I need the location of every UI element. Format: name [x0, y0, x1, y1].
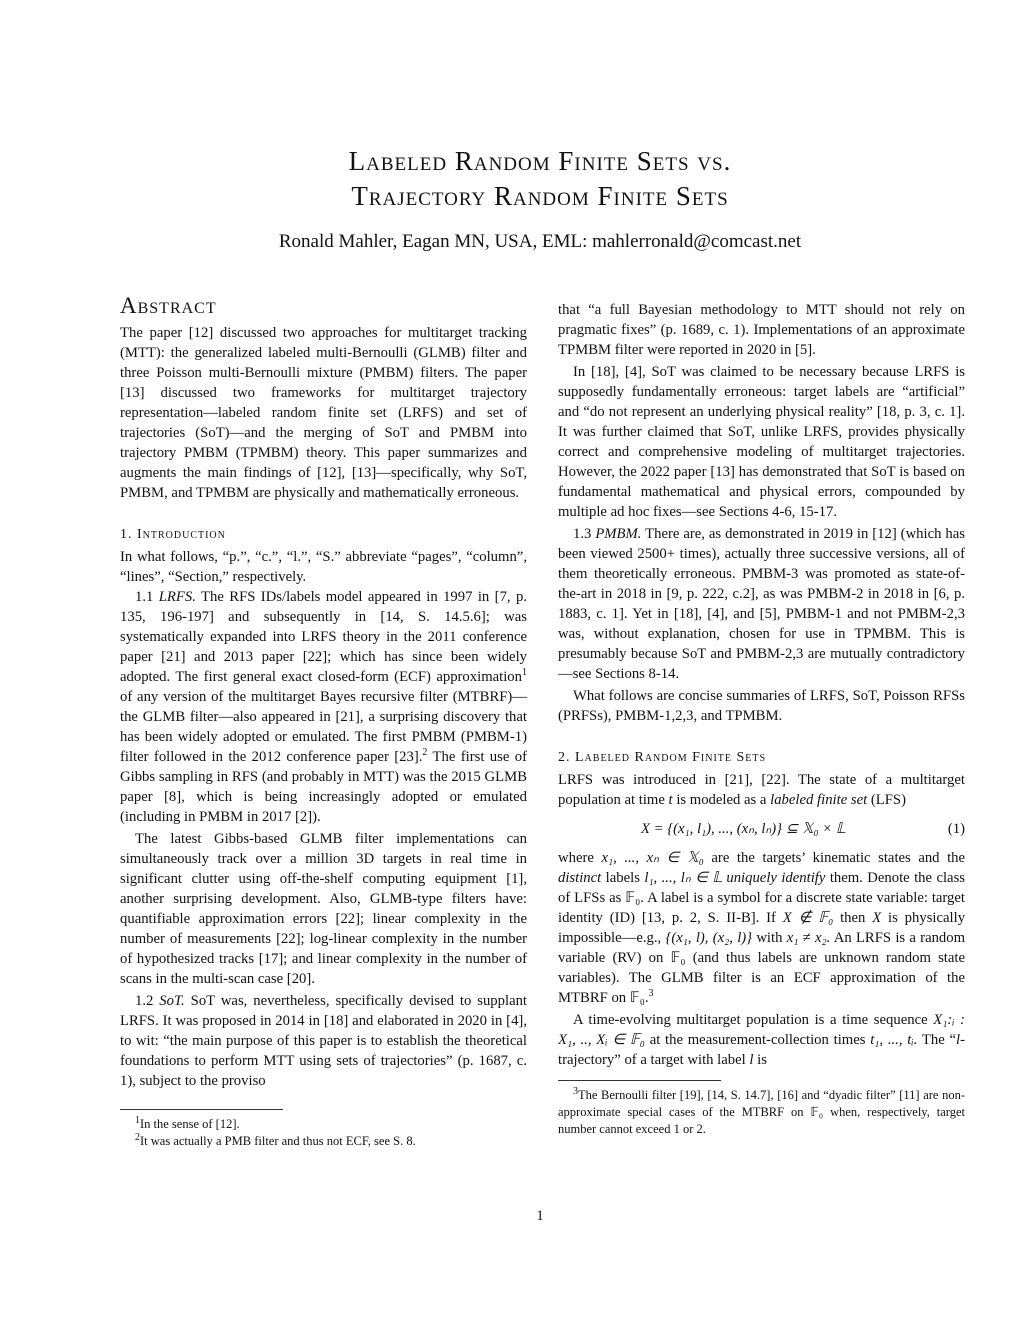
math-inline: 𝔽₀: [670, 950, 686, 966]
math-inline: l: [956, 1032, 961, 1048]
lrfs-definition-paragraph: [558, 848, 965, 1008]
abstract-heading: Abstract: [120, 293, 217, 318]
text-run: SoT was, nevertheless, specifically devised to supplant LRFS. It was proposed in 2014 in [18] and elaborated in 2020 in [4], to wit: “the main purpose of this paper is to establish the theoretical foundations to perform MTT using sets of trajectories” (p. 1687, c. 1), subject to the proviso: [120, 993, 528, 1089]
text-run: LRFS was introduced in [21], [22]. The state of a multitarget population at time: [558, 772, 965, 808]
footnote-ref: 2: [422, 747, 428, 759]
author-line: Ronald Mahler, Eagan MN, USA, EML: mahlerronald@comcast.net: [278, 231, 802, 252]
footnote-rule: [120, 1109, 283, 1110]
intro-paragraph-lrfs: [120, 587, 527, 827]
text-run: then: [840, 910, 866, 926]
equation-number: (1): [947, 821, 965, 837]
text-run: A time-evolving multitarget population is a time sequence: [573, 1012, 928, 1028]
emphasis: uniquely identify: [726, 870, 826, 886]
text-run: (and thus labels are unknown random state variables). The GLMB filter is an ECF approximation of the MTBRF on: [558, 950, 966, 1006]
text-run: where: [558, 850, 594, 866]
text-run: labels: [605, 870, 640, 886]
page-number: 1: [536, 1208, 544, 1224]
footnote-text: The Bernoulli filter [19], [14, S. 14.7], [16] and “dyadic filter” [11] are non-approximate special cases of the MTBRF on 𝔽₀ when, respectively, target number cannot exceed 1 or 2.: [558, 1088, 965, 1136]
text-run: A label is a symbol for a discrete state variable: target identity (ID) [13, p. 2, S. II-B]. If: [558, 890, 966, 926]
section-1-heading: 1. Introduction: [120, 527, 226, 542]
footnote-2: [120, 1133, 527, 1150]
text-run: are the targets’ kinematic states and the: [711, 850, 966, 866]
text-run: of any version of the multitarget Bayes recursive filter (MTBRF)—the GLMB filter—also appeared in [21], a surprising discovery that has been widely adopted or emulated. The first PMBM (PMBM-1) filter followed in the 2012 conference paper [23].: [120, 689, 527, 765]
text-run: with: [756, 930, 783, 946]
text-run: is physically impossible—e.g.,: [558, 910, 966, 946]
math-inline: X: [872, 910, 882, 926]
right-paragraph-0: that “a full Bayesian methodology to MTT should not rely on pragmatic fixes” (p. 1689, c. 1). Implementations of an approximate TPMBM filter were reported in 2020 in [5].: [558, 302, 965, 358]
equation-body: X = {(x₁, l₁), ..., (xₙ, lₙ)} ⊆ 𝕏₀ × 𝕃: [641, 821, 846, 837]
section-2-heading: 2. Labeled Random Finite Sets: [558, 750, 767, 765]
intro-paragraph-gibbs: The latest Gibbs-based GLMB filter implementations can simultaneously track over a million 3D targets in real time in significant clutter using off-the-shelf computing equipment [1], another surprising development. Also, GLMB-type filters have: quantifiable approximation errors [22]; linear complexity in the number of measurements [22]; log-linear complexity in the number of hypothesized tracks [17]; and linear complexity in the number of scans in the multi-scan case [20].: [120, 831, 527, 987]
math-inline: l₁, ..., lₙ ∈ 𝕃: [644, 870, 722, 886]
text-run: is modeled as a: [676, 792, 767, 808]
intro-paragraph-sot: [120, 991, 527, 1091]
subsection-number: 1.1: [135, 589, 154, 605]
emphasis: labeled finite set: [770, 792, 868, 808]
math-inline: x₁ ≠ x₂.: [786, 930, 831, 946]
right-column: [558, 300, 965, 1138]
footnote-text: In the sense of [12].: [140, 1117, 240, 1131]
footnote-text: It was actually a PMB filter and thus not ECF, see S. 8.: [140, 1134, 416, 1148]
subsection-term: PMBM.: [595, 526, 642, 542]
subsection-number: 1.3: [573, 526, 592, 542]
footnote-ref: 1: [522, 667, 527, 679]
equation-1: [558, 814, 965, 844]
left-column: [120, 293, 527, 1150]
text-run: The “: [921, 1032, 956, 1048]
footnote-ref: 3: [648, 988, 654, 1000]
text-run: is: [757, 1052, 767, 1068]
footnote-number: 3: [573, 1085, 578, 1097]
math-inline: t₁, ..., tᵢ.: [870, 1032, 918, 1048]
text-run: -trajectory” of a target with label: [558, 1032, 965, 1068]
math-inline: 𝔽₀.: [629, 990, 649, 1006]
paper-title-line-1: Labeled Random Finite Sets vs.: [348, 146, 732, 176]
text-run: them. Denote the class of LFSs as: [558, 870, 966, 906]
math-inline: X ∉ 𝔽₀: [782, 910, 834, 926]
math-inline: x₁, ..., xₙ ∈ 𝕏₀: [601, 850, 704, 866]
math-inline: {(x₁, l), (x₂, l)}: [665, 930, 753, 946]
lrfs-paragraph: [558, 770, 965, 810]
text-run: The first use of Gibbs sampling in RFS (and probably in MTT) was the 2015 GLMB paper [8], which is being increasingly adopted or emulated (including in PMBM in 2017 [2]).: [120, 749, 527, 825]
right-paragraph-pmbm: [558, 524, 965, 684]
text-run: at the measurement-collection times: [649, 1032, 866, 1048]
emphasis: distinct: [558, 870, 602, 886]
math-inline: t: [668, 792, 673, 808]
text-run: An LRFS is a random variable (RV) on: [558, 930, 966, 966]
math-inline: X₁:ᵢ : X₁, .., Xᵢ ∈ 𝔽₀: [558, 1012, 966, 1048]
right-paragraph-1: In [18], [4], SoT was claimed to be necessary because LRFS is supposedly fundamentally erroneous: target labels are “artificial” and “do not represent an underlying physical reality” [18, p. 3, c. 1]. It was further claimed that SoT, unlike LRFS, provides physically correct and comprehensive modeling of multitarget trajectories. However, the 2022 paper [13] has demonstrated that SoT is based on fundamental mathematical and physical errors, compounded by multiple ad hoc fixes—see Sections 4-6, 15-17.: [558, 364, 965, 520]
subsection-term: LRFS.: [158, 589, 196, 605]
footnote-rule: [558, 1080, 721, 1081]
paper-title-line-2: Trajectory Random Finite Sets: [351, 181, 729, 211]
trajectory-paragraph: [558, 1010, 965, 1070]
text-run: There are, as demonstrated in 2019 in [12] (which has been viewed 2500+ times), actually three successive versions, all of them theoretically erroneous. PMBM-3 was promoted as state-of-the-art in 2018 in [9, p. 222, c.2], as was PMBM-2 in 2018 in [6, p. 1883, c. 1]. Yet in [18], [4], and [5], PMBM-1 and not PMBM-2,3 was, without explanation, chosen for use in TPMBM. This is presumably because SoT and PMBM-2,3 are mutually contradictory—see Sections 8-14.: [558, 526, 966, 682]
text-run: (LFS): [870, 792, 906, 808]
abstract-text: The paper [12] discussed two approaches for multitarget tracking (MTT): the generalized labeled multi-Bernoulli (GLMB) filter and three Poisson multi-Bernoulli mixture (PMBM) filters. The paper [13] discussed two frameworks for multitarget trajectory representation—labeled random finite set (LRFS) and set of trajectories (SoT)—and the merging of SoT and PMBM into trajectory PMBM (TPMBM) theory. This paper summarizes and augments the main findings of [12], [13]—specifically, why SoT, PMBM, and TPMBM are physically and mathematically erroneous.: [120, 325, 527, 501]
subsection-term: SoT.: [159, 993, 185, 1009]
right-paragraph-3: What follows are concise summaries of LRFS, SoT, Poisson RFSs (PRFSs), PMBM-1,2,3, and TPMBM.: [558, 688, 965, 724]
subsection-number: 1.2: [135, 993, 154, 1009]
footnote-number: 2: [135, 1131, 140, 1143]
text-run: The RFS IDs/labels model appeared in 1997 in [7, p. 135, 196-197] and subsequently in [14, S. 14.5.6]; was systematically expanded into LRFS theory in the 2011 conference paper [21] and 2013 paper [22]; which has since been widely adopted. The first general exact closed-form (ECF) approximation: [120, 589, 527, 685]
math-inline: 𝔽₀.: [625, 890, 644, 906]
math-inline: l: [749, 1052, 754, 1068]
footnote-3: [558, 1087, 965, 1138]
intro-paragraph-0: In what follows, “p.”, “c.”, “l.”, “S.” abbreviate “pages”, “column”, “lines”, “Section,” respectively.: [120, 549, 527, 585]
footnote-1: [120, 1116, 527, 1133]
footnote-number: 1: [135, 1114, 140, 1126]
